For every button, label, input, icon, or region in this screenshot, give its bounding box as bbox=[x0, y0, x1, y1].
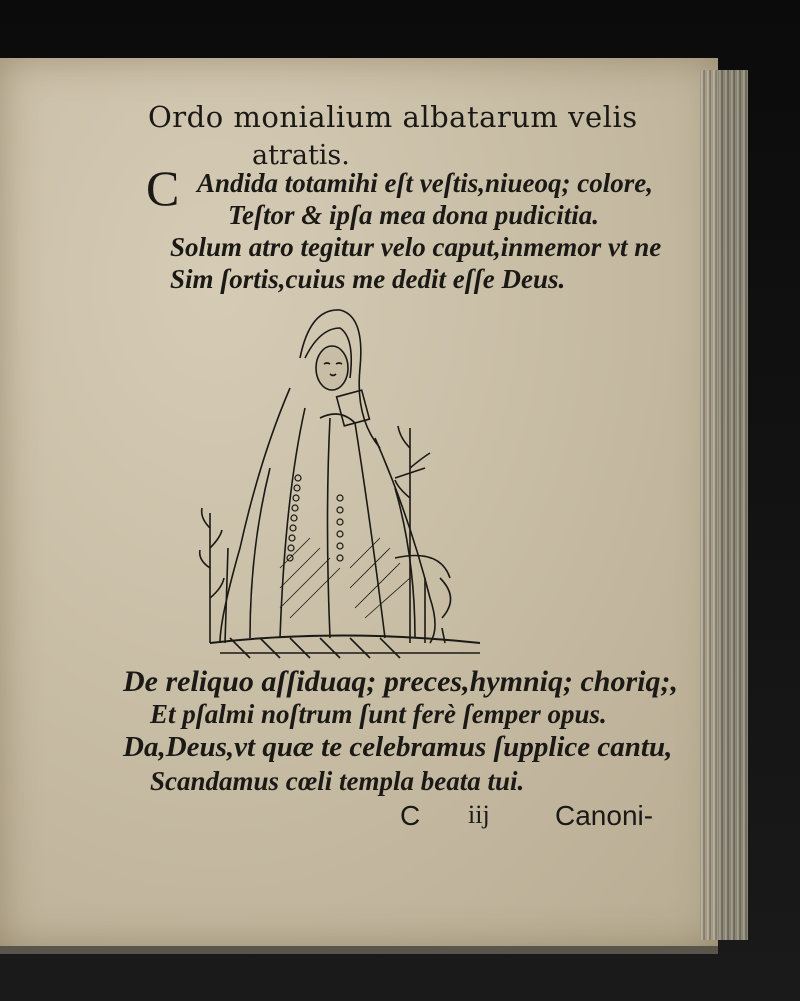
page-bottom-edge bbox=[0, 946, 718, 954]
nun-woodcut-icon bbox=[180, 298, 500, 668]
page-edges bbox=[700, 70, 748, 940]
verse-bottom-line-1: De reliquo aſſiduaq; preces,hymniq; choriq;, bbox=[123, 665, 678, 698]
drop-cap: C bbox=[146, 160, 180, 216]
verse-bottom-line-2: Et pſalmi noſtrum ſunt ferè ſemper opus. bbox=[150, 699, 607, 729]
verse-top-line-2: Teſtor & ipſa mea dona pudicitia. bbox=[228, 200, 599, 230]
verse-bottom-line-4: Scandamus cœli templa beata tui. bbox=[150, 766, 525, 796]
page-title: Ordo monialium albatarum velis bbox=[148, 100, 638, 134]
page-number: iij bbox=[468, 800, 490, 829]
verse-bottom-line-3: Da,Deus,vt quæ te celebramus ſupplice cantu, bbox=[123, 731, 673, 763]
catchword: Canoni- bbox=[555, 800, 654, 831]
verse-top-line-4: Sim ſortis,cuius me dedit eſſe Deus. bbox=[170, 264, 566, 294]
page-subtitle: atratis. bbox=[252, 140, 350, 171]
verse-top-line-1: Andida totamihi eſt veſtis,niueoq; colore, bbox=[197, 168, 653, 198]
signature-mark: C bbox=[400, 800, 421, 831]
verse-top-line-3: Solum atro tegitur velo caput,inmemor vt ne bbox=[170, 232, 662, 262]
